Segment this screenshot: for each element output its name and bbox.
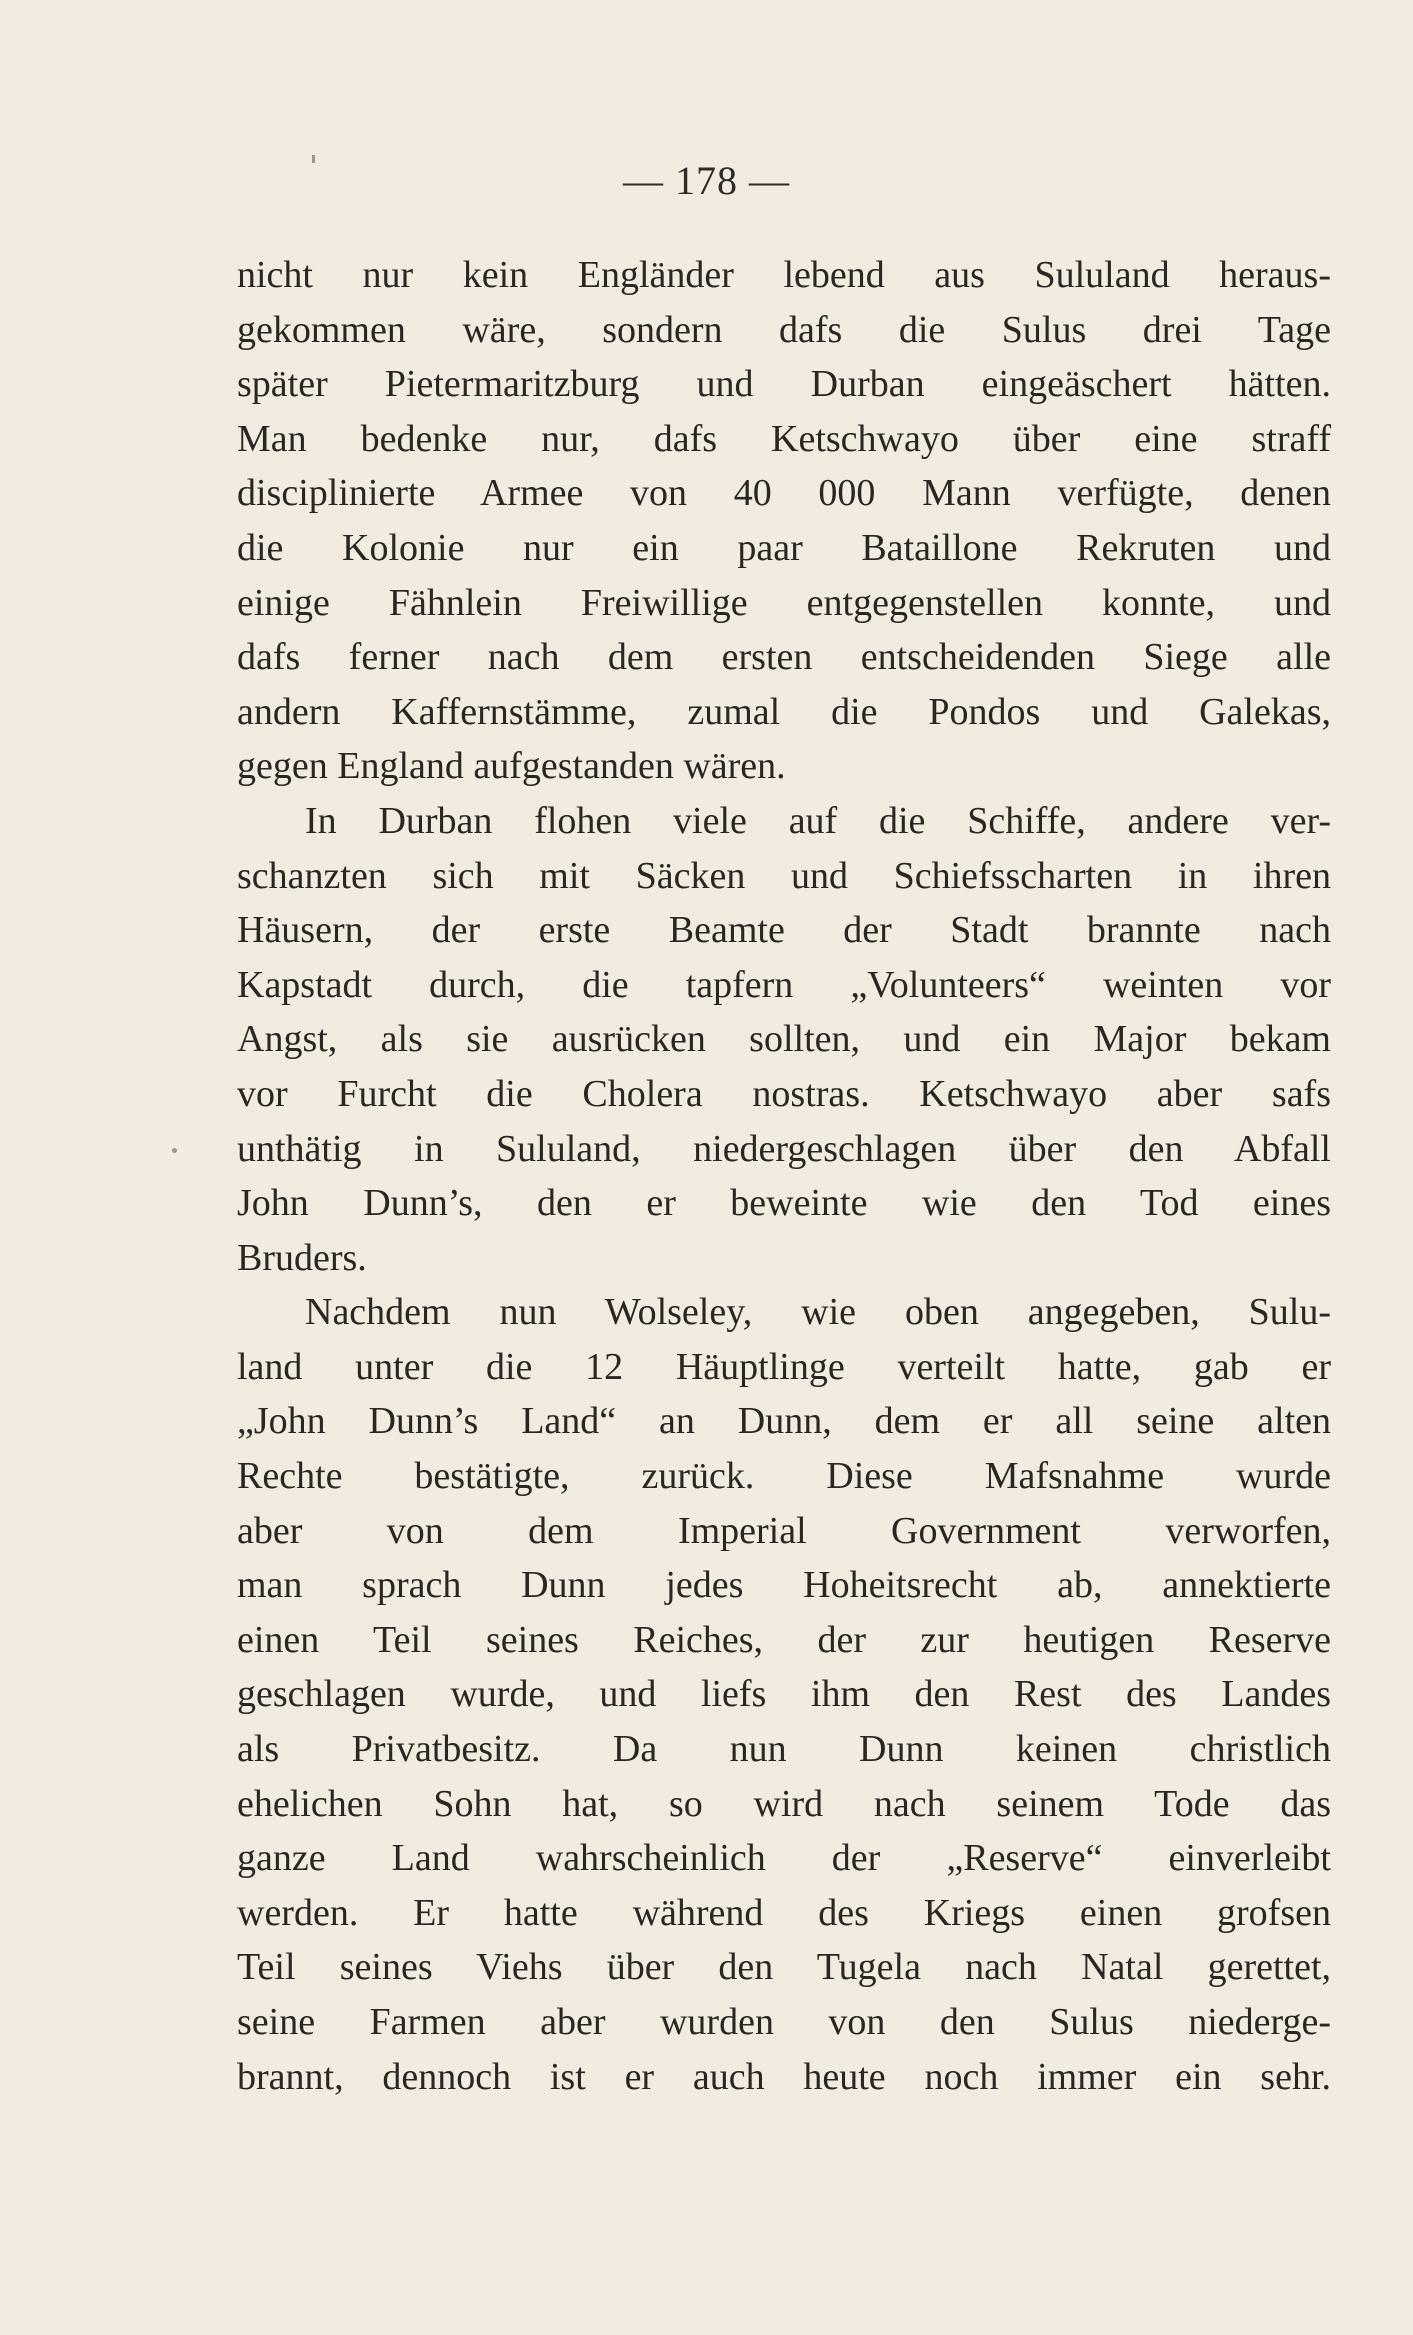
text-line: nicht nur kein Engländer lebend aus Sululand heraus- <box>237 254 1331 296</box>
text-line: vor Furcht die Cholera nostras. Ketschwayo aber safs <box>237 1072 1331 1115</box>
text-line: später Pietermaritzburg und Durban eingeäschert hätten. <box>237 363 1331 406</box>
text-line: die Kolonie nur ein paar Bataillone Rekruten und <box>237 526 1331 569</box>
text-line: brannt, dennoch ist er auch heute noch immer ein sehr. <box>237 2055 1331 2098</box>
text-line: unthätig in Sululand, niedergeschlagen über den Abfall <box>237 1127 1331 1170</box>
text-line: gekommen wäre, sondern dafs die Sulus drei Tage <box>237 308 1331 351</box>
text-line: disciplinierte Armee von 40 000 Mann verfügte, denen <box>237 472 1331 515</box>
text-line: Man bedenke nur, dafs Ketschwayo über eine straff <box>237 417 1331 460</box>
text-line: Bruders. <box>237 1236 367 1279</box>
text-line: aber von dem Imperial Government verworfen, <box>237 1509 1331 1552</box>
text-line: andern Kaffernstämme, zumal die Pondos und Galekas, <box>237 690 1331 733</box>
text-line: man sprach Dunn jedes Hoheitsrecht ab, annektierte <box>237 1564 1331 1607</box>
paragraph <box>237 1285 1331 2104</box>
body-text <box>237 248 1331 2104</box>
text-line: Kapstadt durch, die tapfern „Volunteers“ weinten vor <box>237 963 1331 1006</box>
margin-dot <box>172 1148 177 1153</box>
text-line: ganze Land wahrscheinlich der „Reserve“ einverleibt <box>237 1837 1331 1880</box>
text-line: land unter die 12 Häuptlinge verteilt hatte, gab er <box>237 1345 1331 1388</box>
text-line: werden. Er hatte während des Kriegs einen grofsen <box>237 1891 1331 1934</box>
text-line: als Privatbesitz. Da nun Dunn keinen christlich <box>237 1728 1331 1771</box>
text-line: Nachdem nun Wolseley, wie oben angegeben, Sulu- <box>305 1291 1331 1334</box>
text-line: Angst, als sie ausrücken sollten, und ein Major bekam <box>237 1018 1331 1061</box>
text-line: Teil seines Viehs über den Tugela nach Natal gerettet, <box>237 1946 1331 1989</box>
page-number: — 178 — <box>623 158 790 203</box>
text-line: einen Teil seines Reiches, der zur heutigen Reserve <box>237 1618 1331 1661</box>
text-line: schanzten sich mit Säcken und Schiefsscharten in ihren <box>237 854 1331 897</box>
text-line: einige Fähnlein Freiwillige entgegenstellen konnte, und <box>237 581 1331 624</box>
text-line: Häusern, der erste Beamte der Stadt brannte nach <box>237 909 1331 952</box>
text-line: „John Dunn’s Land“ an Dunn, dem er all seine alten <box>237 1400 1331 1443</box>
text-line: John Dunn’s, den er beweinte wie den Tod eines <box>237 1182 1331 1225</box>
text-line: seine Farmen aber wurden von den Sulus niederge- <box>237 2001 1331 2043</box>
text-line: Rechte bestätigte, zurück. Diese Mafsnahme wurde <box>237 1455 1331 1498</box>
text-line: gegen England aufgestanden wären. <box>237 745 786 788</box>
text-line: In Durban flohen viele auf die Schiffe, andere ver- <box>305 799 1331 842</box>
paragraph <box>237 794 1331 1285</box>
text-line: dafs ferner nach dem ersten entscheidenden Siege alle <box>237 636 1331 679</box>
text-line: geschlagen wurde, und liefs ihm den Rest des Landes <box>237 1673 1331 1716</box>
paragraph <box>237 248 1331 794</box>
text-line: ehelichen Sohn hat, so wird nach seinem Tode das <box>237 1782 1331 1825</box>
